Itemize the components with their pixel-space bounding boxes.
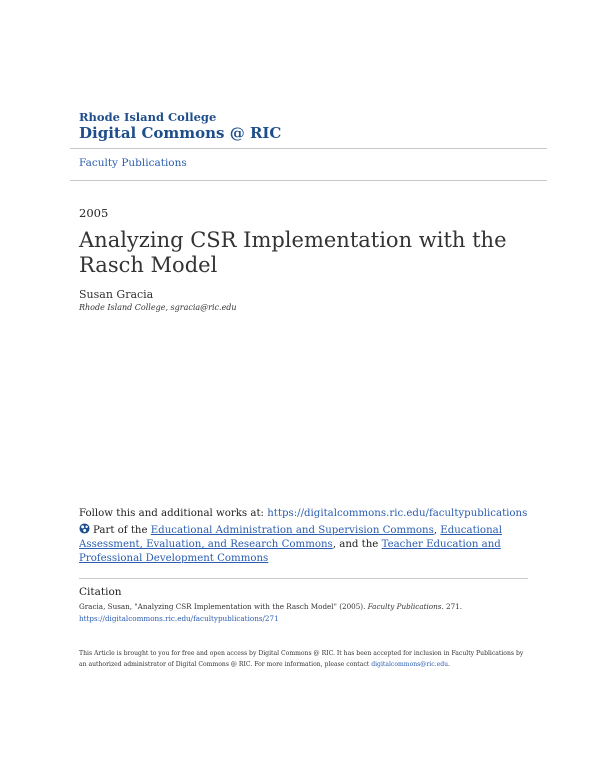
divider	[70, 180, 547, 181]
notice-end: .	[448, 661, 450, 668]
follow-line	[79, 508, 527, 519]
citation-end: . 271.	[441, 602, 463, 611]
contact-email-link[interactable]: digitalcommons@ric.edu	[371, 661, 449, 668]
citation-heading: Citation	[79, 586, 122, 598]
citation-text	[79, 602, 519, 611]
divider	[70, 148, 547, 149]
separator: ,	[433, 525, 441, 536]
publication-year: 2005	[79, 206, 109, 220]
repository-name[interactable]: Digital Commons @ RIC	[79, 124, 282, 142]
article-title: Analyzing CSR Implementation with the Rasch Model	[79, 228, 507, 277]
citation-main: Gracia, Susan, "Analyzing CSR Implementation with the Rasch Model" (2005).	[79, 602, 368, 611]
citation-journal: Faculty Publications	[367, 602, 442, 611]
commons-link-educational-assessment[interactable]: Educational Assessment, Evaluation, and Research Commons	[79, 525, 502, 550]
part-of-prefix: Part of the	[93, 525, 151, 536]
author-name: Susan Gracia	[79, 288, 154, 301]
institution-name: Rhode Island College	[79, 110, 217, 124]
share-icon	[79, 523, 90, 534]
author-affiliation: Rhode Island College, sgracia@ric.edu	[79, 303, 237, 312]
citation-url-link[interactable]: https://digitalcommons.ric.edu/facultypublications/271	[79, 614, 279, 623]
notice-text: This Article is brought to you for free and open access by Digital Commons @ RIC. It has been accepted for inclusion in Faculty Publications by an authorized administrator of Digital Commons @ RIC. For more information, please contact	[79, 650, 524, 668]
series-link[interactable]: Faculty Publications	[79, 157, 187, 169]
follow-url-link[interactable]: https://digitalcommons.ric.edu/facultypublications	[267, 508, 528, 519]
divider	[79, 578, 528, 579]
commons-link-educational-administration[interactable]: Educational Administration and Supervision Commons	[150, 525, 434, 536]
commons-link-teacher-education[interactable]: Teacher Education and Professional Development Commons	[79, 539, 501, 564]
separator: , and the	[332, 539, 382, 550]
part-of-section	[79, 523, 519, 566]
access-notice	[79, 648, 524, 670]
follow-text: Follow this and additional works at:	[79, 508, 268, 519]
